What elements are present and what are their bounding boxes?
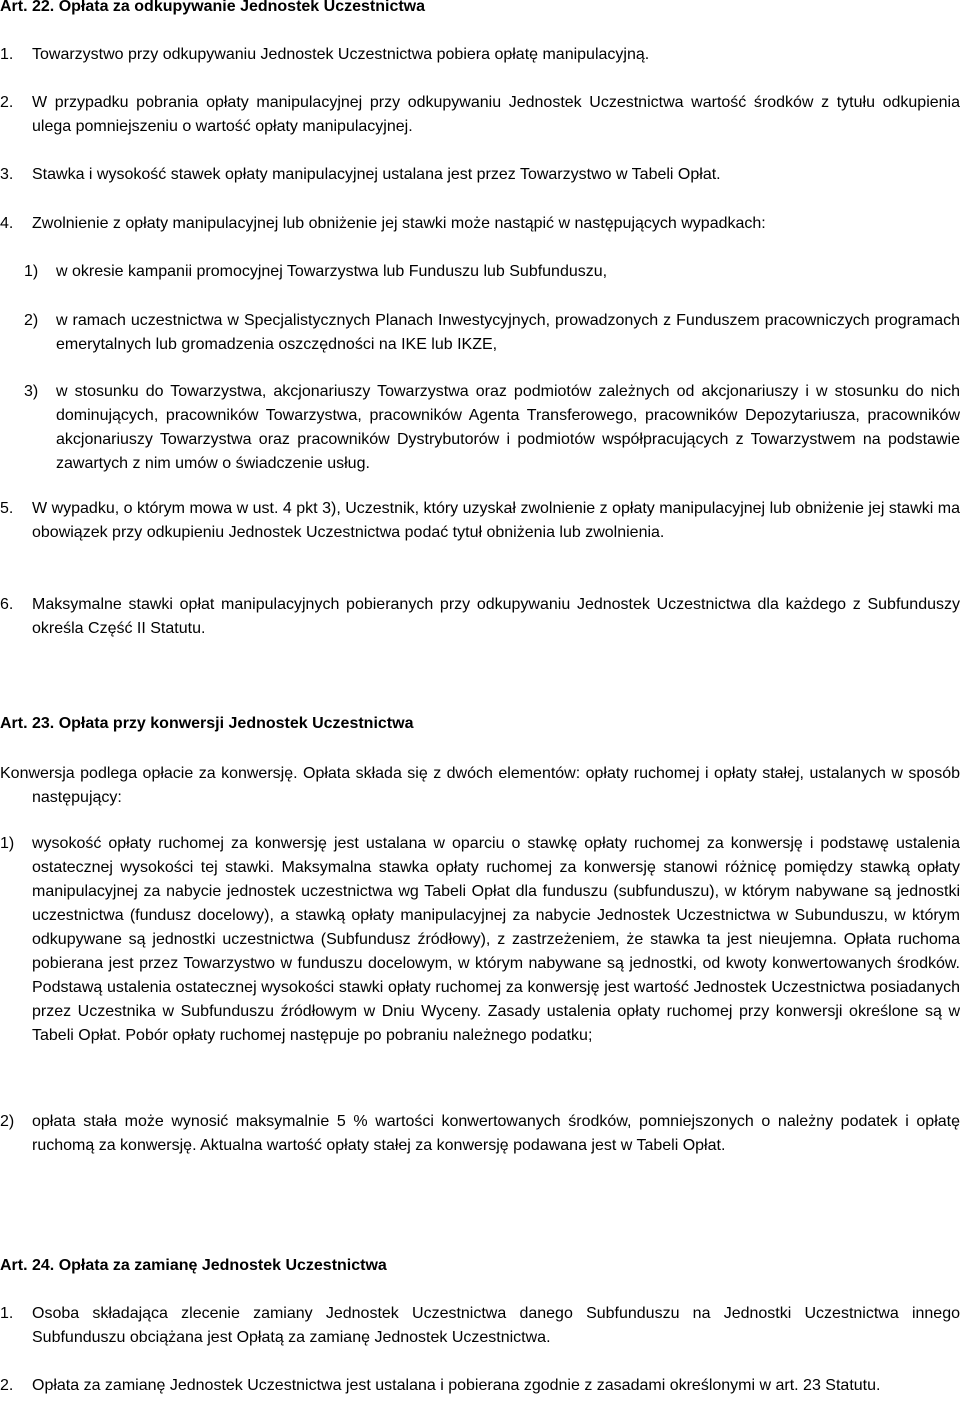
- item-number: 1): [0, 835, 15, 852]
- item-number: 4.: [0, 215, 14, 232]
- art24-item-1: [0, 1302, 960, 1350]
- article-23-heading: Art. 23. Opłata przy konwersji Jednostek Uczestnictwa: [0, 715, 414, 732]
- item-text: opłata stała może wynosić maksymalnie 5 % wartości konwertowanych środków, pomniejszonych o należny podatek i opłatę ruchomą za konwersję. Aktualna wartość opłaty stałej za konwersję podawana jest w Tabeli Opłat.: [32, 1113, 960, 1154]
- art22-item-2: [0, 91, 960, 139]
- subitem-number: 2): [24, 312, 39, 329]
- subitem-text: w okresie kampanii promocyjnej Towarzystwa lub Funduszu lub Subfunduszu,: [56, 263, 608, 280]
- subitem-number: 1): [24, 263, 39, 280]
- item-number: 2.: [0, 1377, 14, 1394]
- item-number: 5.: [0, 500, 14, 517]
- item-text: Osoba składająca zlecenie zamiany Jednostek Uczestnictwa danego Subfunduszu na Jednostki Uczestnictwa innego Subfunduszu obciążana jest Opłatą za zamianę Jednostek Uczestnictwa.: [32, 1305, 960, 1346]
- article-24-heading: Art. 24. Opłata za zamianę Jednostek Uczestnictwa: [0, 1257, 387, 1274]
- item-text: Opłata za zamianę Jednostek Uczestnictwa jest ustalana i pobierana zgodnie z zasadami określonymi w art. 23 Statutu.: [32, 1377, 881, 1394]
- item-number: 1.: [0, 46, 14, 63]
- item-text: W wypadku, o którym mowa w ust. 4 pkt 3), Uczestnik, który uzyskał zwolnienie z opłaty manipulacyjnej lub obniżenie jej stawki ma obowiązek przy odkupieniu Jednostek Uczestnictwa podać tytuł obniżenia lub zwolnienia.: [32, 500, 960, 541]
- item-number: 3.: [0, 166, 14, 183]
- art22-subitem-1: [0, 260, 960, 284]
- art24-item-2: [0, 1374, 960, 1398]
- item-text: Stawka i wysokość stawek opłaty manipulacyjnej ustalana jest przez Towarzystwo w Tabeli Opłat.: [32, 166, 721, 183]
- art23-item-2: [0, 1110, 960, 1158]
- item-number: 6.: [0, 596, 14, 613]
- art23-intro: Konwersja podlega opłacie za konwersję. Opłata składa się z dwóch elementów: opłaty ruchomej i opłaty stałej, ustalanych w sposób następujący:: [0, 765, 960, 806]
- art22-item-4: [0, 212, 960, 236]
- art23-item-1: [0, 832, 960, 1048]
- art22-subitem-3: [0, 380, 960, 476]
- art22-item-5: [0, 497, 960, 545]
- item-text: Maksymalne stawki opłat manipulacyjnych pobieranych przy odkupywaniu Jednostek Uczestnictwa dla każdego z Subfunduszy określa Część II Statutu.: [32, 596, 960, 637]
- subitem-text: w ramach uczestnictwa w Specjalistycznych Planach Inwestycyjnych, prowadzonych z Funduszem pracowniczych programach emerytalnych lub gromadzenia oszczędności na IKE lub IKZE,: [56, 312, 960, 353]
- subitem-text: w stosunku do Towarzystwa, akcjonariuszy Towarzystwa oraz podmiotów zależnych od akcjonariuszy i w stosunku do nich dominujących, pracowników Towarzystwa, pracowników Agenta Transferowego, pracowników Depozytariusza, pracowników akcjonariuszy Towarzystwa oraz pracowników Dystrybutorów i podmiotów współpracujących z Towarzystwem na podstawie zawartych z nim umów o świadczenie usług.: [56, 383, 960, 472]
- article-22-heading: Art. 22. Opłata za odkupywanie Jednostek Uczestnictwa: [0, 0, 426, 15]
- item-text: Towarzystwo przy odkupywaniu Jednostek Uczestnictwa pobiera opłatę manipulacyjną.: [32, 46, 650, 63]
- subitem-number: 3): [24, 383, 39, 400]
- art22-item-3: [0, 163, 960, 187]
- item-text: wysokość opłaty ruchomej za konwersję jest ustalana w oparciu o stawkę opłaty ruchomej za konwersję i podstawę ustalenia ostatecznej wysokości tej stawki. Maksymalna stawka opłaty ruchomej za konwersję stanowi różnicę pomiędzy stawką opłaty manipulacyjnej za nabycie jednostek uczestnictwa wg Tabeli Opłat dla funduszu (subfunduszu), w którym nabywane są jednostki uczestnictwa (fundusz docelowy), a stawką opłaty manipulacyjnej za nabycie Jednostek Uczestnictwa w Subunduszu, w którym odkupywane są jednostki uczestnictwa (Subfundusz źródłowy), z zastrzeżeniem, że stawka ta jest nieujemna. Opłata ruchoma pobierana jest przez Towarzystwo w funduszu docelowym, w którym nabywane są jednostki, od kwoty konwertowanych środków. Podstawą ustalenia ostatecznej wysokości stawki opłaty ruchomej za konwersję jest wartość Jednostek Uczestnictwa posiadanych przez Uczestnika w Subfunduszu źródłowym w Dniu Wyceny. Zasady ustalenia opłaty ruchomej przy konwersji określone są w Tabeli Opłat. Pobór opłaty ruchomej następuje po pobraniu należnego podatku;: [32, 835, 960, 1044]
- item-number: 1.: [0, 1305, 14, 1322]
- art22-item-1: [0, 43, 960, 67]
- art22-item-6: [0, 593, 960, 641]
- art22-subitem-2: [0, 309, 960, 357]
- item-text: W przypadku pobrania opłaty manipulacyjnej przy odkupywaniu Jednostek Uczestnictwa wartość środków z tytułu odkupienia ulega pomniejszeniu o wartość opłaty manipulacyjnej.: [32, 94, 960, 135]
- item-text: Zwolnienie z opłaty manipulacyjnej lub obniżenie jej stawki może nastąpić w następujących wypadkach:: [32, 215, 766, 232]
- item-number: 2): [0, 1113, 15, 1130]
- item-number: 2.: [0, 94, 14, 111]
